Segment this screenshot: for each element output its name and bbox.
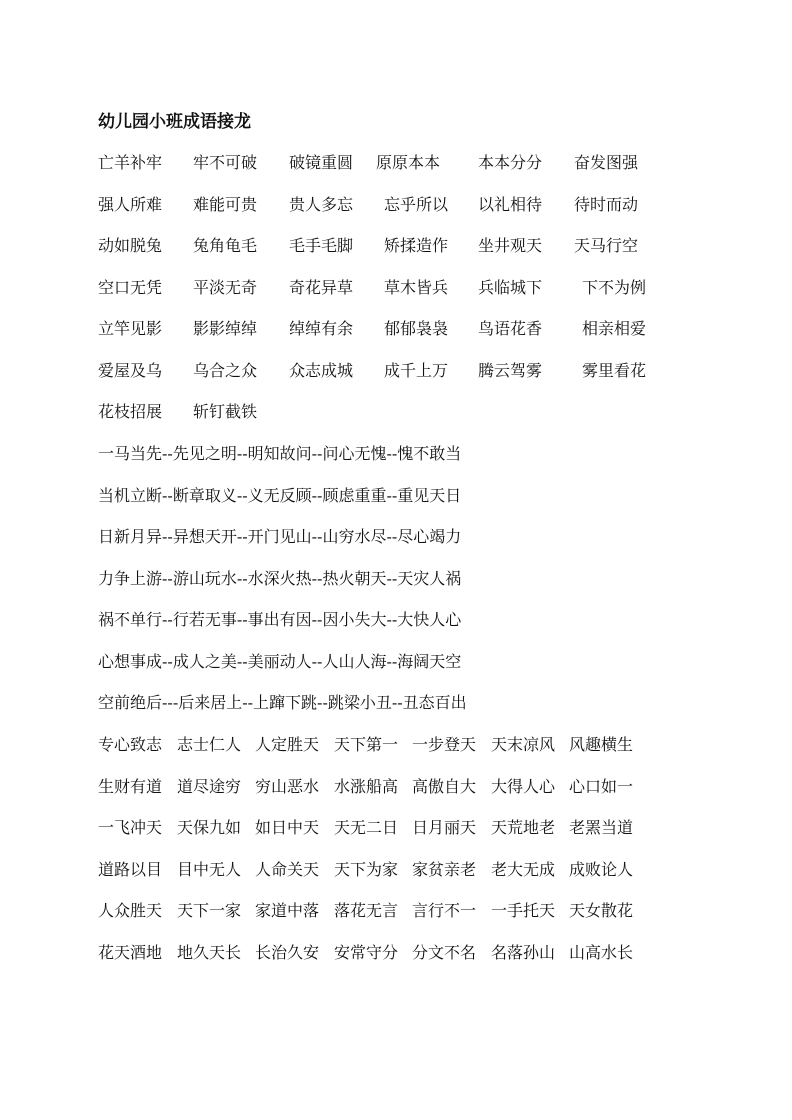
idiom-cell: 一步登天 <box>412 735 477 754</box>
idiom-cell: 一飞冲天 <box>98 818 163 837</box>
idiom-cell: 日月丽天 <box>412 818 477 837</box>
idiom-cell: 雾里看花 <box>582 361 647 380</box>
idiom-cell: 天荒地老 <box>491 818 556 837</box>
idiom-cell: 老大无成 <box>491 860 556 879</box>
idiom-cell: 穷山恶水 <box>255 777 320 796</box>
idiom-cell: 人命关天 <box>255 860 320 879</box>
idiom-cell: 平淡无奇 <box>193 278 258 297</box>
idiom-cell: 落花无言 <box>334 901 399 920</box>
idiom-cell: 家贫亲老 <box>412 860 477 879</box>
idiom-cell: 腾云驾雾 <box>478 361 543 380</box>
idiom-cell: 志士仁人 <box>177 735 242 754</box>
idiom-cell: 影影绰绰 <box>193 319 258 338</box>
idiom-cell: 人定胜天 <box>255 735 320 754</box>
idiom-cell: 天下一家 <box>177 901 242 920</box>
idiom-chain-line: 祸不单行--行若无事--事出有因--因小失大--大快人心 <box>98 610 462 629</box>
idiom-cell: 天女散花 <box>569 901 634 920</box>
idiom-cell: 待时而动 <box>574 195 639 214</box>
idiom-cell: 家道中落 <box>255 901 320 920</box>
idiom-cell: 分文不名 <box>412 943 477 962</box>
idiom-cell: 绰绰有余 <box>289 319 354 338</box>
idiom-cell: 风趣横生 <box>569 735 634 754</box>
idiom-cell: 大得人心 <box>491 777 556 796</box>
idiom-cell: 山高水长 <box>569 943 634 962</box>
idiom-cell: 难能可贵 <box>193 195 258 214</box>
idiom-cell: 天下为家 <box>334 860 399 879</box>
idiom-cell: 空口无凭 <box>98 278 163 297</box>
idiom-cell: 道尽途穷 <box>177 777 242 796</box>
idiom-cell: 老罴当道 <box>569 818 634 837</box>
idiom-cell: 目中无人 <box>177 860 242 879</box>
idiom-chain-line: 一马当先--先见之明--明知故问--问心无愧--愧不敢当 <box>98 444 462 463</box>
idiom-cell: 牢不可破 <box>193 153 258 172</box>
idiom-cell: 坐井观天 <box>478 236 543 255</box>
idiom-cell: 天下第一 <box>334 735 399 754</box>
idiom-cell: 生财有道 <box>98 777 163 796</box>
idiom-cell: 花天酒地 <box>98 943 163 962</box>
idiom-cell: 矫揉造作 <box>384 236 449 255</box>
idiom-cell: 忘乎所以 <box>384 195 449 214</box>
idiom-cell: 立竿见影 <box>98 319 163 338</box>
idiom-cell: 天无二日 <box>334 818 399 837</box>
idiom-cell: 郁郁袅袅 <box>384 319 449 338</box>
idiom-chain-line: 心想事成--成人之美--美丽动人--人山人海--海阔天空 <box>98 652 462 671</box>
idiom-cell: 言行不一 <box>412 901 477 920</box>
idiom-cell: 鸟语花香 <box>478 319 543 338</box>
idiom-cell: 奇花异草 <box>289 278 354 297</box>
idiom-cell: 专心致志 <box>98 735 163 754</box>
idiom-cell: 天保九如 <box>177 818 242 837</box>
idiom-cell: 花枝招展 <box>98 402 163 421</box>
idiom-cell: 兔角龟毛 <box>193 236 258 255</box>
idiom-cell: 动如脱兔 <box>98 236 163 255</box>
idiom-cell: 高傲自大 <box>412 777 477 796</box>
idiom-cell: 如日中天 <box>255 818 320 837</box>
idiom-cell: 众志成城 <box>289 361 354 380</box>
idiom-cell: 相亲相爱 <box>582 319 647 338</box>
idiom-cell: 亡羊补牢 <box>98 153 163 172</box>
idiom-cell: 一手托天 <box>491 901 556 920</box>
idiom-grid-row <box>0 234 792 258</box>
idiom-cell: 人众胜天 <box>98 901 163 920</box>
idiom-cell: 斩钉截铁 <box>193 402 258 421</box>
idiom-cell: 爱屋及乌 <box>98 361 163 380</box>
idiom-cell: 贵人多忘 <box>289 195 354 214</box>
idiom-cell: 道路以目 <box>98 860 163 879</box>
idiom-cell: 名落孙山 <box>491 943 556 962</box>
idiom-cell: 草木皆兵 <box>384 278 449 297</box>
idiom-chain-line: 力争上游--游山玩水--水深火热--热火朝天--天灾人祸 <box>98 569 462 588</box>
idiom-cell: 天马行空 <box>574 236 639 255</box>
idiom-grid-row <box>0 193 792 217</box>
idiom-grid-row <box>0 359 792 383</box>
idiom-cell: 本本分分 <box>478 153 543 172</box>
idiom-chain-line: 当机立断--断章取义--义无反顾--顾虑重重--重见天日 <box>98 486 462 505</box>
idiom-grid-row <box>0 317 792 341</box>
idiom-cell: 以礼相待 <box>478 195 543 214</box>
idiom-cell: 兵临城下 <box>478 278 543 297</box>
idiom-cell: 原原本本 <box>376 153 441 172</box>
idiom-cell: 地久天长 <box>177 943 242 962</box>
idiom-grid-row <box>0 276 792 300</box>
idiom-cell: 奋发图强 <box>574 153 639 172</box>
idiom-grid-row <box>0 400 792 424</box>
document-title: 幼儿园小班成语接龙 <box>98 112 251 132</box>
idiom-cell: 天末凉风 <box>491 735 556 754</box>
idiom-cell: 下不为例 <box>582 278 647 297</box>
idiom-cell: 长治久安 <box>255 943 320 962</box>
idiom-cell: 乌合之众 <box>193 361 258 380</box>
idiom-cell: 成败论人 <box>569 860 634 879</box>
idiom-cell: 成千上万 <box>384 361 449 380</box>
idiom-cell: 心口如一 <box>569 777 634 796</box>
idiom-grid-row <box>0 151 792 175</box>
idiom-cell: 安常守分 <box>334 943 399 962</box>
idiom-chain-line: 日新月异--异想天开--开门见山--山穷水尽--尽心竭力 <box>98 527 462 546</box>
idiom-cell: 强人所难 <box>98 195 163 214</box>
idiom-cell: 破镜重圆 <box>289 153 354 172</box>
idiom-chain-line: 空前绝后---后来居上--上蹿下跳--跳梁小丑--丑态百出 <box>98 693 467 712</box>
idiom-cell: 水涨船高 <box>334 777 399 796</box>
idiom-cell: 毛手毛脚 <box>289 236 354 255</box>
